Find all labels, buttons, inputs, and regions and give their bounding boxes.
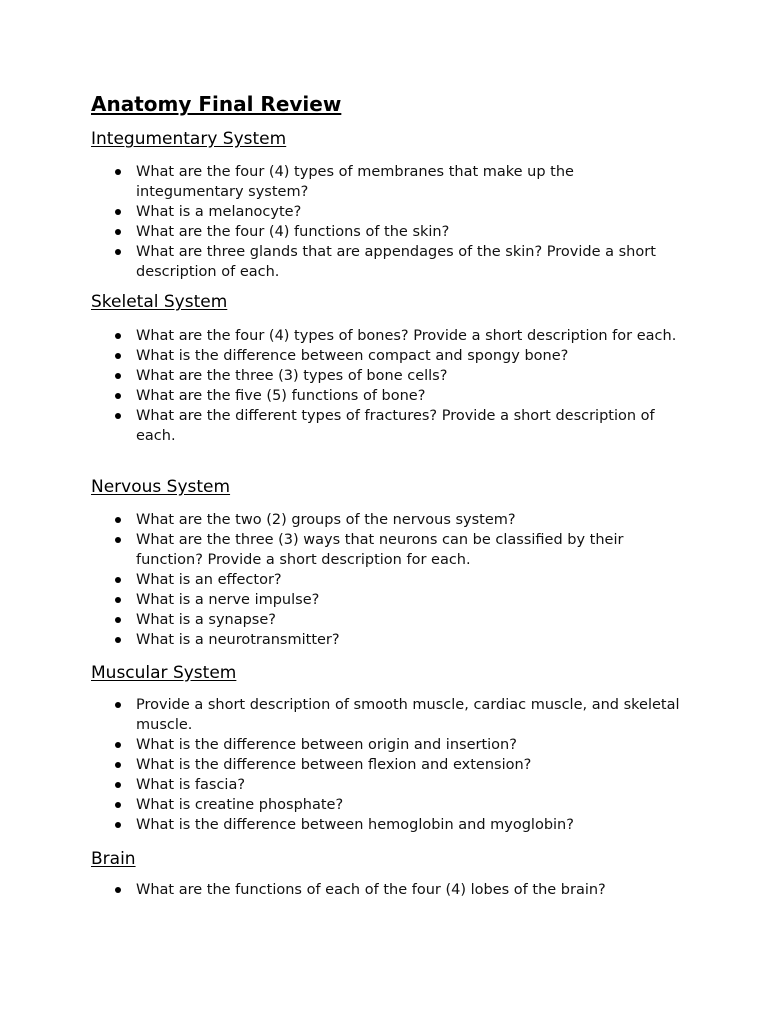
bullet-icon	[115, 782, 121, 788]
list-item	[91, 222, 691, 242]
list-item	[91, 815, 691, 835]
list-item	[91, 590, 691, 610]
list-item-text: What are the five (5) functions of bone?	[136, 388, 426, 404]
bullet-icon	[115, 887, 121, 893]
bullet-icon	[115, 822, 121, 828]
section-brain	[91, 848, 691, 898]
bullet-icon	[115, 617, 121, 623]
list-item-text: What is the difference between flexion and extension?	[136, 757, 532, 773]
list-item-text: What are the two (2) groups of the nervous system?	[136, 512, 516, 528]
list-item-text: What is a neurotransmitter?	[136, 632, 340, 648]
bullet-icon	[115, 742, 121, 748]
list-item	[91, 366, 691, 386]
section-heading: Muscular System	[91, 663, 237, 683]
list-item	[91, 162, 691, 202]
section-heading: Brain	[91, 849, 136, 869]
list-item	[91, 775, 691, 795]
list-item	[91, 610, 691, 630]
list-item	[91, 202, 691, 222]
bullet-icon	[115, 249, 121, 255]
list-item	[91, 326, 691, 346]
question-list	[91, 510, 691, 650]
bullet-icon	[115, 209, 121, 215]
list-item	[91, 570, 691, 590]
bullet-icon	[115, 333, 121, 339]
bullet-icon	[115, 413, 121, 419]
list-item-text: What is a melanocyte?	[136, 204, 302, 220]
list-item-text: What are the three (3) ways that neurons can be classified by their function? Provide a short description for each.	[136, 532, 624, 568]
list-item	[91, 880, 691, 900]
section-heading: Skeletal System	[91, 292, 228, 312]
list-item	[91, 735, 691, 755]
bullet-icon	[115, 517, 121, 523]
bullet-icon	[115, 373, 121, 379]
list-item	[91, 530, 691, 570]
list-item	[91, 755, 691, 775]
question-list	[91, 326, 691, 446]
list-item	[91, 630, 691, 650]
question-list	[91, 880, 691, 900]
bullet-icon	[115, 537, 121, 543]
list-item	[91, 695, 691, 735]
bullet-icon	[115, 353, 121, 359]
list-item-text: What is fascia?	[136, 777, 246, 793]
list-item	[91, 242, 691, 282]
bullet-icon	[115, 393, 121, 399]
bullet-icon	[115, 169, 121, 175]
bullet-icon	[115, 577, 121, 583]
section-nervous	[91, 476, 691, 648]
list-item	[91, 510, 691, 530]
bullet-icon	[115, 229, 121, 235]
bullet-icon	[115, 762, 121, 768]
section-heading: Nervous System	[91, 477, 231, 497]
question-list	[91, 162, 691, 282]
bullet-icon	[115, 702, 121, 708]
list-item-text: What are the three (3) types of bone cells?	[136, 368, 448, 384]
list-item-text: What is an effector?	[136, 572, 282, 588]
bullet-icon	[115, 597, 121, 603]
section-integumentary	[91, 128, 691, 280]
list-item-text: What is a nerve impulse?	[136, 592, 320, 608]
document-title: Anatomy Final Review	[91, 92, 342, 116]
list-item-text: What is the difference between compact and spongy bone?	[136, 348, 569, 364]
list-item-text: What are three glands that are appendages of the skin? Provide a short description of each.	[136, 244, 656, 280]
section-skeletal	[91, 291, 691, 444]
question-list	[91, 695, 691, 835]
list-item-text: What are the different types of fractures? Provide a short description of each.	[136, 408, 655, 444]
list-item-text: What are the four (4) types of bones? Provide a short description for each.	[136, 328, 677, 344]
list-item-text: What is creatine phosphate?	[136, 797, 344, 813]
section-heading: Integumentary System	[91, 129, 287, 149]
list-item-text: What are the four (4) functions of the skin?	[136, 224, 450, 240]
section-muscular	[91, 662, 691, 833]
list-item-text: What are the functions of each of the four (4) lobes of the brain?	[136, 882, 606, 898]
list-item	[91, 386, 691, 406]
list-item	[91, 346, 691, 366]
list-item-text: What is the difference between origin and insertion?	[136, 737, 517, 753]
list-item-text: What is a synapse?	[136, 612, 276, 628]
list-item-text: What is the difference between hemoglobin and myoglobin?	[136, 817, 574, 833]
bullet-icon	[115, 802, 121, 808]
list-item-text: Provide a short description of smooth muscle, cardiac muscle, and skeletal muscle.	[136, 697, 680, 733]
list-item	[91, 406, 691, 446]
list-item	[91, 795, 691, 815]
bullet-icon	[115, 637, 121, 643]
list-item-text: What are the four (4) types of membranes that make up the integumentary system?	[136, 164, 574, 200]
